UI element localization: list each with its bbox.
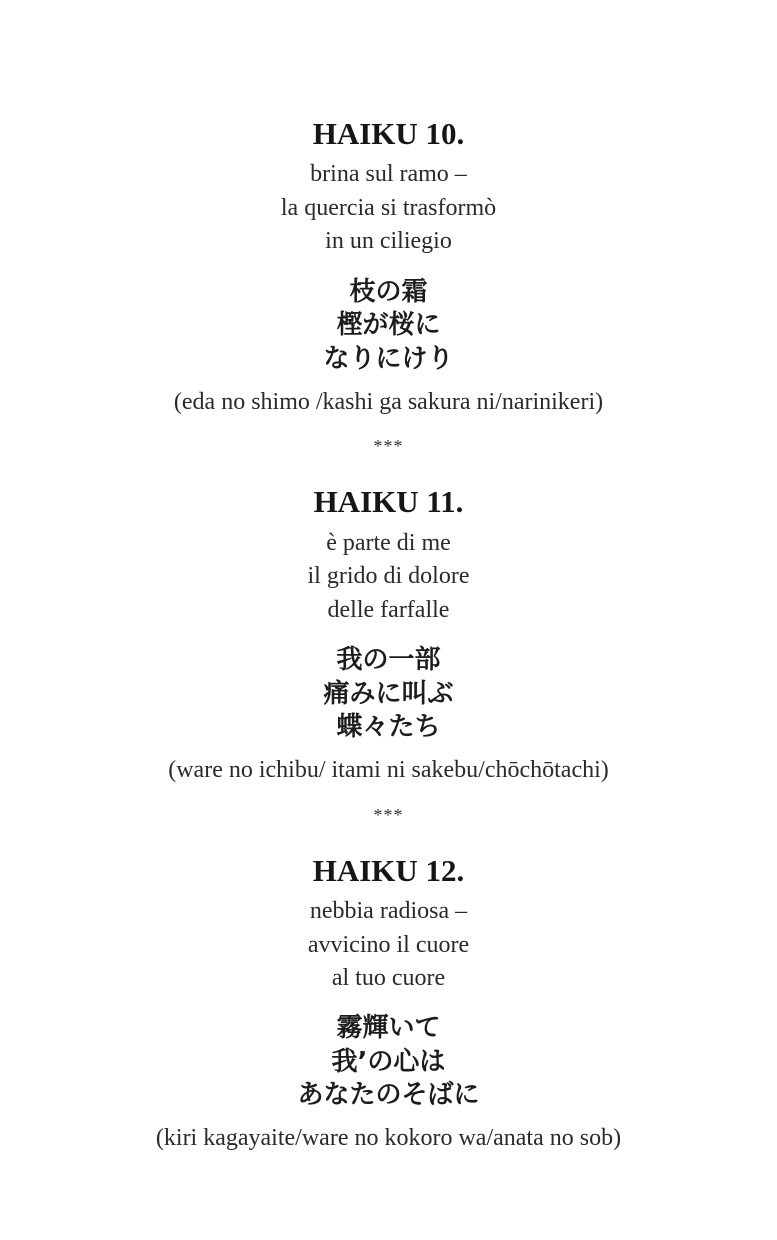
japanese-line: 蝶々たち (336, 712, 441, 742)
italian-line: delle farfalle (327, 597, 450, 623)
japanese-line: 枝の霜 (349, 277, 428, 307)
italian-line: la quercia si trasformò (280, 195, 497, 221)
italian-line: è parte di me (326, 530, 451, 556)
italian-line: avvicino il cuore (307, 932, 470, 958)
romaji-line: (eda no shimo /kashi ga sakura ni/narinikeri) (173, 389, 604, 415)
japanese-line: 霧輝いて (336, 1013, 441, 1043)
japanese-line: 樫が桜に (336, 310, 441, 340)
italian-line: nebbia radiosa – (309, 898, 468, 924)
haiku-title: HAIKU 11. (313, 484, 464, 519)
haiku-title: HAIKU 12. (312, 853, 465, 888)
romaji-line: (kiri kagayaite/ware no kokoro wa/anata no sob) (155, 1125, 622, 1151)
japanese-line: なりにけり (323, 344, 454, 374)
japanese-line: 我の一部 (336, 645, 441, 675)
romaji-line: (ware no ichibu/ itami ni sakebu/chōchōtachi) (168, 757, 609, 783)
haiku-title: HAIKU 10. (312, 116, 465, 151)
japanese-line: 我’の心は (331, 1047, 446, 1077)
separator: *** (373, 805, 404, 825)
italian-line: brina sul ramo – (310, 161, 467, 187)
italian-line: al tuo cuore (331, 965, 446, 991)
separator: *** (373, 436, 404, 456)
japanese-line: あなたのそばに (297, 1080, 480, 1110)
japanese-line: 痛みに叫ぶ (323, 679, 454, 709)
italian-line: in un ciliegio (325, 228, 452, 254)
italian-line: il grido di dolore (307, 563, 470, 589)
